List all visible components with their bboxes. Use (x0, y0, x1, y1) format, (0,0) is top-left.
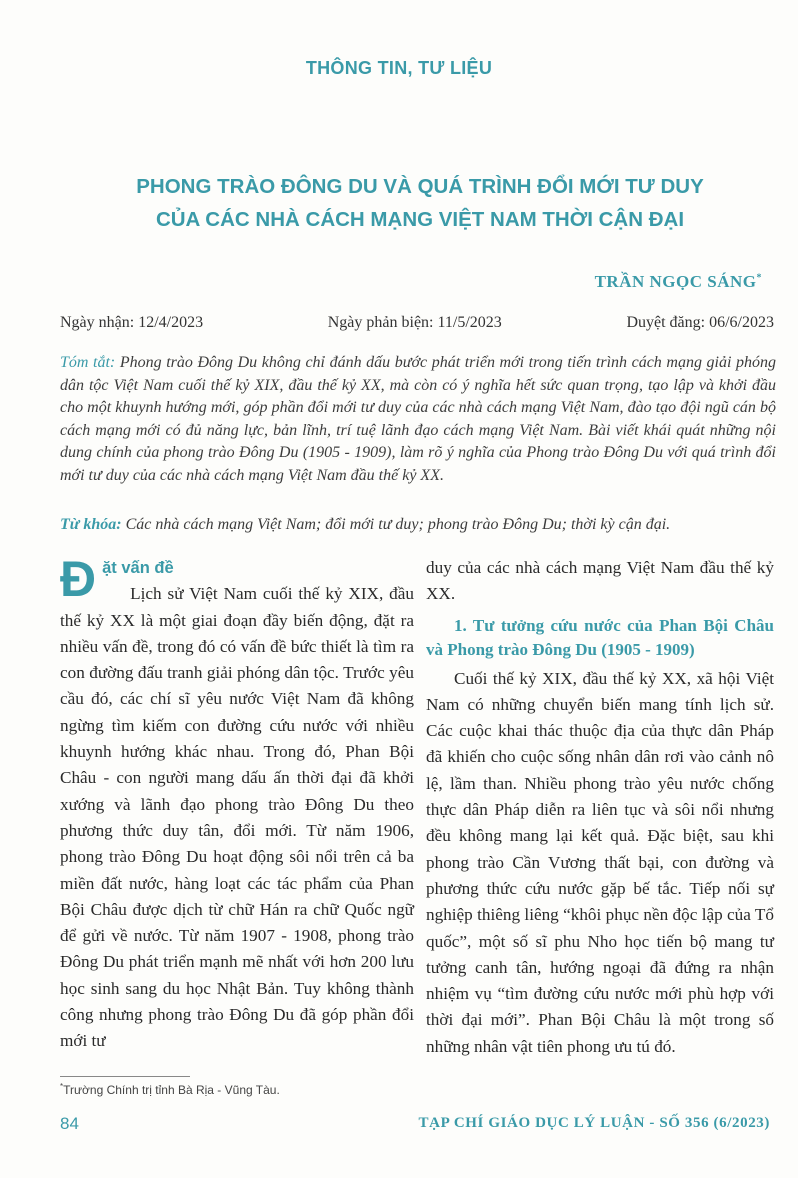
intro-heading: ặt vấn đề (102, 559, 174, 577)
author-text: TRẦN NGỌC SÁNG (594, 272, 757, 291)
footnote-divider (60, 1076, 190, 1077)
abstract-text: Phong trào Đông Du không chỉ đánh dấu bước phát triển mới trong tiến trình cách mạng giải phóng dân tộc Việt Nam cuối thế kỷ XIX, đầu thế kỷ XX, mà còn có ý nghĩa hết sức quan trọng, tạo lập và khởi đầu cho một khuynh hướng mới, góp phần đổi mới tư duy của các nhà cách mạng Việt Nam, đào tạo đội ngũ cán bộ cách mạng mới có đủ năng lực, bản lĩnh, trí tuệ lãnh đạo cách mạng Việt Nam. Bài viết khái quát những nội dung chính của phong trào Đông Du (1905 - 1909), làm rõ ý nghĩa của Phong trào Đông Du với quá trình đổi mới tư duy của các nhà cách mạng Việt Nam đầu thế kỷ XX. (60, 354, 777, 484)
keywords (60, 514, 776, 536)
footnote-text: Trường Chính trị tỉnh Bà Rịa - Vũng Tàu. (63, 1083, 280, 1097)
abstract (60, 352, 776, 487)
date-received: Ngày nhận: 12/4/2023 (60, 314, 204, 331)
keywords-label: Từ khóa: (60, 516, 122, 533)
page-number: 84 (60, 1114, 79, 1133)
drop-cap: Đ (60, 551, 97, 607)
section-1-heading: 1. Tư tưởng cứu nước của Phan Bội Châu và Phong trào Đông Du (1905 - 1909) (426, 615, 774, 659)
left-column (60, 551, 414, 1055)
article-title (60, 170, 780, 236)
journal-name: TẠP CHÍ GIÁO DỤC LÝ LUẬN - SỐ 356 (6/2023) (418, 1115, 770, 1131)
footnote-mark: * (60, 1082, 64, 1091)
intro-continuation: duy của các nhà cách mạng Việt Nam đầu thế kỷ XX. (426, 558, 774, 604)
author-name (595, 272, 762, 292)
keywords-text: Các nhà cách mạng Việt Nam; đổi mới tư duy; phong trào Đông Du; thời kỳ cận đại. (121, 516, 671, 533)
date-reviewed: Ngày phản biện: 11/5/2023 (327, 314, 502, 331)
section-header: THÔNG TIN, TƯ LIỆU (305, 58, 493, 78)
section-1-paragraph: Cuối thế kỷ XIX, đầu thế kỷ XX, xã hội Việt Nam có những chuyển biến mang tính lịch sử. Các cuộc khai thác thuộc địa của thực dân Pháp đã khiến cho cuộc sống nhân dân rơi vào cảnh nô lệ, lầm than. Nhiều phong trào yêu nước chống thực dân Pháp diễn ra liên tục và sôi nổi nhưng đều không mang lại kết quả. Đặc biệt, sau khi phong trào Cần Vương thất bại, con đường và phương thức cứu nước gặp bế tắc. Tiếp nối sự nghiệp thiêng liêng “khôi phục nền độc lập của Tổ quốc”, một số sĩ phu Nho học tiến bộ mang tư tưởng canh tân, hướng ngoại đã đứng ra nhận nhiệm vụ “tìm đường cứu nước mới phù hợp với thời đại mới”. Phan Bội Châu là một trong số những nhân vật tiên phong ưu tú đó. (426, 668, 774, 1056)
right-column (426, 555, 774, 1060)
author-footnote-mark: * (756, 272, 762, 284)
date-approved: Duyệt đăng: 06/6/2023 (626, 314, 774, 331)
footnote (60, 1082, 280, 1097)
title-line-1: PHONG TRÀO ĐÔNG DU VÀ QUÁ TRÌNH ĐỔI MỚI TƯ DUY (136, 175, 704, 198)
intro-paragraph: Lịch sử Việt Nam cuối thế kỷ XIX, đầu thế kỷ XX là một giai đoạn đầy biến động, đặt ra nhiều vấn đề, trong đó có vấn đề bức thiết là tìm ra con đường đấu tranh giải phóng dân tộc. Trước yêu cầu đó, các chí sĩ yêu nước Việt Nam đã không ngừng tìm kiếm con đường cứu nước với nhiều khuynh hướng khác nhau. Trong đó, Phan Bội Châu - con người mang dấu ấn thời đại đã khởi xướng và lãnh đạo phong trào Đông Du theo phương thức duy tân, đổi mới. Từ năm 1906, phong trào Đông Du hoạt động sôi nổi trên cả ba miền đất nước, hàng loạt các tác phẩm của Phan Bội Châu được dịch từ chữ Hán ra chữ Quốc ngữ để gửi về nước. Từ năm 1907 - 1908, phong trào Đông Du phát triển mạnh mẽ nhất với hơn 200 lưu học sinh sang du học Nhật Bản. Tuy không thành công nhưng phong trào Đông Du đã góp phần đổi mới tư (60, 584, 414, 1051)
title-line-2: CỦA CÁC NHÀ CÁCH MẠNG VIỆT NAM THỜI CẬN ĐẠI (155, 208, 685, 231)
article-dates (60, 314, 774, 332)
abstract-label: Tóm tắt: (60, 354, 116, 371)
